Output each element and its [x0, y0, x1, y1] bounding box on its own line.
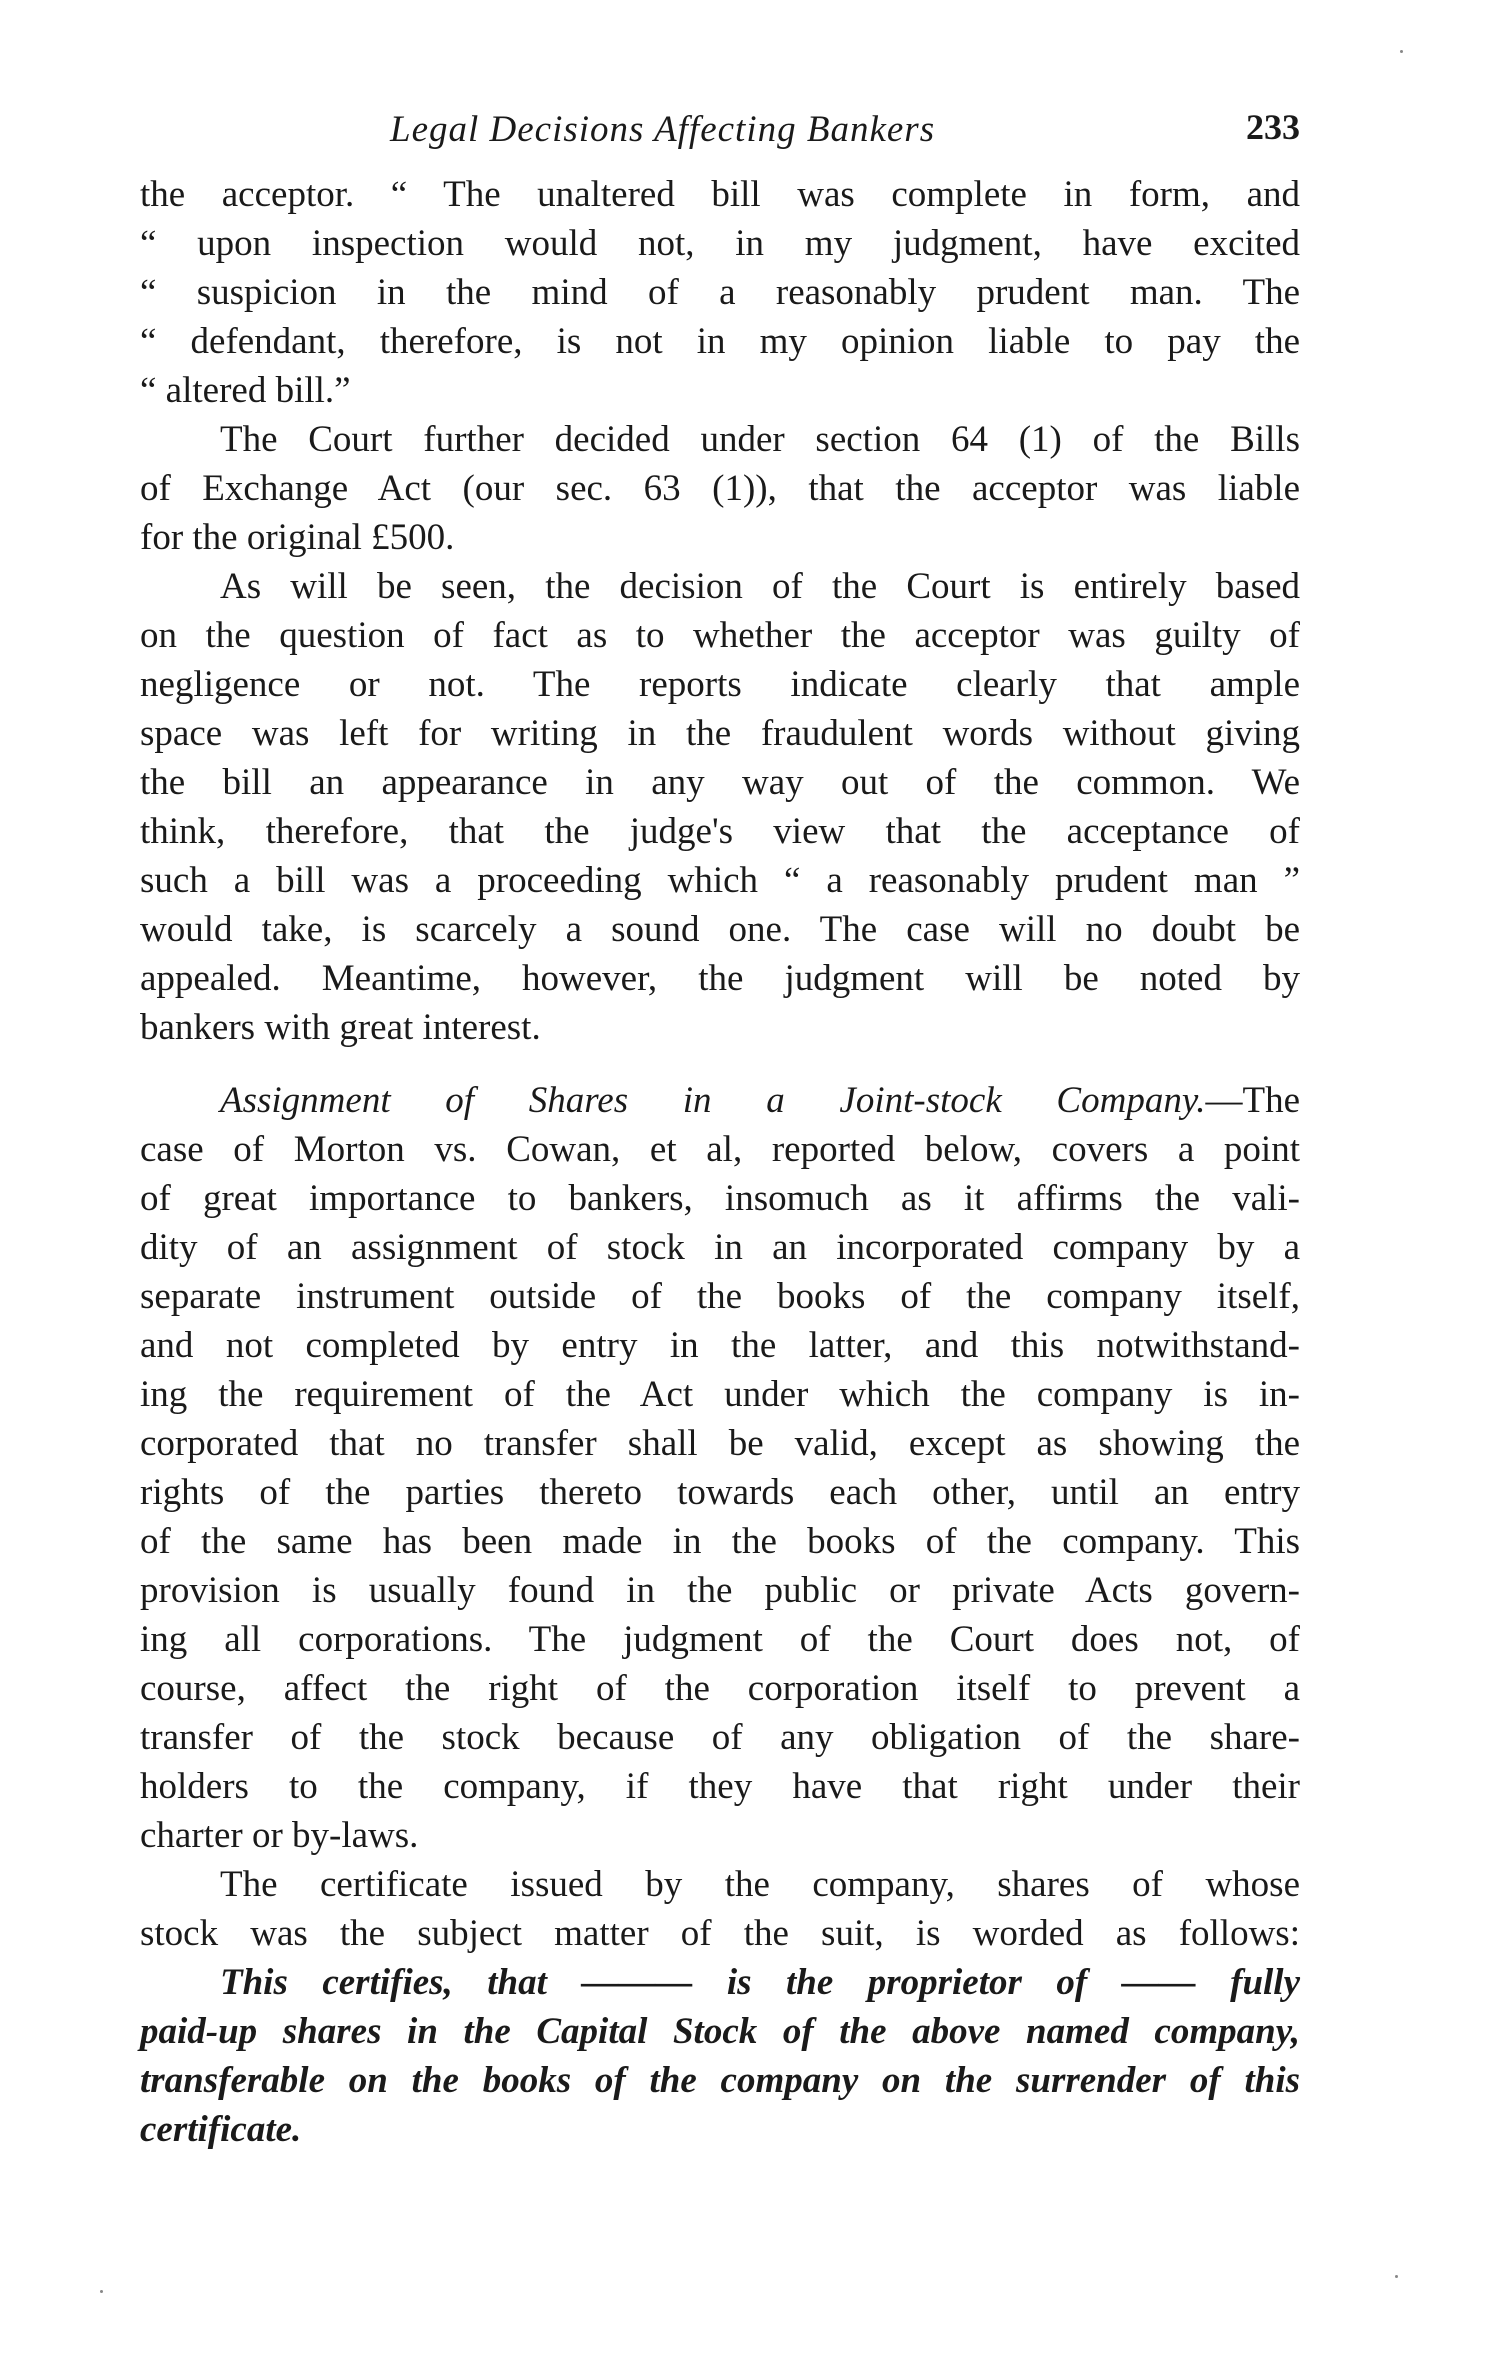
- text-line: “ upon inspection would not, in my judgment, have excited: [140, 223, 1300, 264]
- heading-tail: —The: [1205, 1080, 1300, 1121]
- text-line: rights of the parties thereto towards each other, until an entry: [140, 1472, 1300, 1513]
- section-gap: [140, 1052, 1300, 1076]
- text-line: “ altered bill.”: [140, 370, 351, 411]
- page-number: 233: [1246, 107, 1300, 147]
- paper-speck: [1400, 50, 1403, 53]
- text-line: the bill an appearance in any way out of the common. We: [140, 762, 1300, 803]
- text-line: transfer of the stock because of any obligation of the share-: [140, 1717, 1300, 1758]
- paragraph-court-decision: [140, 415, 1300, 562]
- section-heading: Assignment of Shares in a Joint-stock Company.: [220, 1080, 1206, 1121]
- text-line: bankers with great interest.: [140, 1007, 541, 1048]
- text-line: stock was the subject matter of the suit, is worded as follows:: [140, 1913, 1300, 1954]
- paragraph-assignment-of-shares: [140, 1076, 1300, 1860]
- text-line: and not completed by entry in the latter, and this notwithstand-: [140, 1325, 1300, 1366]
- text-line: appealed. Meantime, however, the judgment will be noted by: [140, 958, 1300, 999]
- paper-speck: [1395, 2275, 1398, 2278]
- text-line: charter or by-laws.: [140, 1815, 419, 1856]
- text-line: transferable on the books of the company on the surrender of this: [140, 2060, 1300, 2101]
- text-line: case of Morton vs. Cowan, et al, reported below, covers a point: [140, 1129, 1300, 1170]
- text-line: for the original £500.: [140, 517, 455, 558]
- text-line: would take, is scarcely a sound one. The case will no doubt be: [140, 909, 1300, 950]
- text-line: certificate.: [140, 2109, 302, 2150]
- text-line: The certificate issued by the company, shares of whose: [220, 1864, 1300, 1905]
- text-line: ing all corporations. The judgment of the Court does not, of: [140, 1619, 1300, 1660]
- text-line: of Exchange Act (our sec. 63 (1)), that the acceptor was liable: [140, 468, 1300, 509]
- text-line: space was left for writing in the fraudulent words without giving: [140, 713, 1300, 754]
- text-line: provision is usually found in the public or private Acts govern-: [140, 1570, 1300, 1611]
- text-line: of great importance to bankers, insomuch as it affirms the vali-: [140, 1178, 1300, 1219]
- text-line: ing the requirement of the Act under which the company is in-: [140, 1374, 1300, 1415]
- running-head: [140, 100, 1300, 170]
- paragraph-certificate-intro: [140, 1860, 1300, 1958]
- text-line: negligence or not. The reports indicate clearly that ample: [140, 664, 1300, 705]
- text-line: As will be seen, the decision of the Court is entirely based: [220, 566, 1300, 607]
- text-line: dity of an assignment of stock in an incorporated company by a: [140, 1227, 1300, 1268]
- text-line: the acceptor. “ The unaltered bill was complete in form, and: [140, 174, 1300, 215]
- paragraph-commentary: [140, 562, 1300, 1052]
- text-line: paid-up shares in the Capital Stock of the above named company,: [140, 2011, 1300, 2052]
- paragraph-quote-end: [140, 170, 1300, 415]
- text-line: course, affect the right of the corporation itself to prevent a: [140, 1668, 1300, 1709]
- text-line: “ suspicion in the mind of a reasonably prudent man. The: [140, 272, 1300, 313]
- text-line: separate instrument outside of the books of the company itself,: [140, 1276, 1300, 1317]
- book-page: [140, 100, 1300, 2154]
- text-line: think, therefore, that the judge's view that the acceptance of: [140, 811, 1300, 852]
- text-line: This certifies, that ——— is the proprietor of —— fully: [220, 1962, 1300, 2003]
- paper-speck: [100, 2290, 103, 2293]
- text-line: The Court further decided under section 64 (1) of the Bills: [220, 419, 1300, 460]
- text-line: of the same has been made in the books of the company. This: [140, 1521, 1300, 1562]
- text-line: holders to the company, if they have that right under their: [140, 1766, 1300, 1807]
- text-line: “ defendant, therefore, is not in my opinion liable to pay the: [140, 321, 1300, 362]
- text-line: such a bill was a proceeding which “ a reasonably prudent man ”: [140, 860, 1300, 901]
- paragraph-certificate-text: [140, 1958, 1300, 2154]
- running-title: Legal Decisions Affecting Bankers: [390, 109, 936, 150]
- text-line: on the question of fact as to whether the acceptor was guilty of: [140, 615, 1300, 656]
- text-line: [140, 1076, 1300, 1125]
- text-line: corporated that no transfer shall be valid, except as showing the: [140, 1423, 1300, 1464]
